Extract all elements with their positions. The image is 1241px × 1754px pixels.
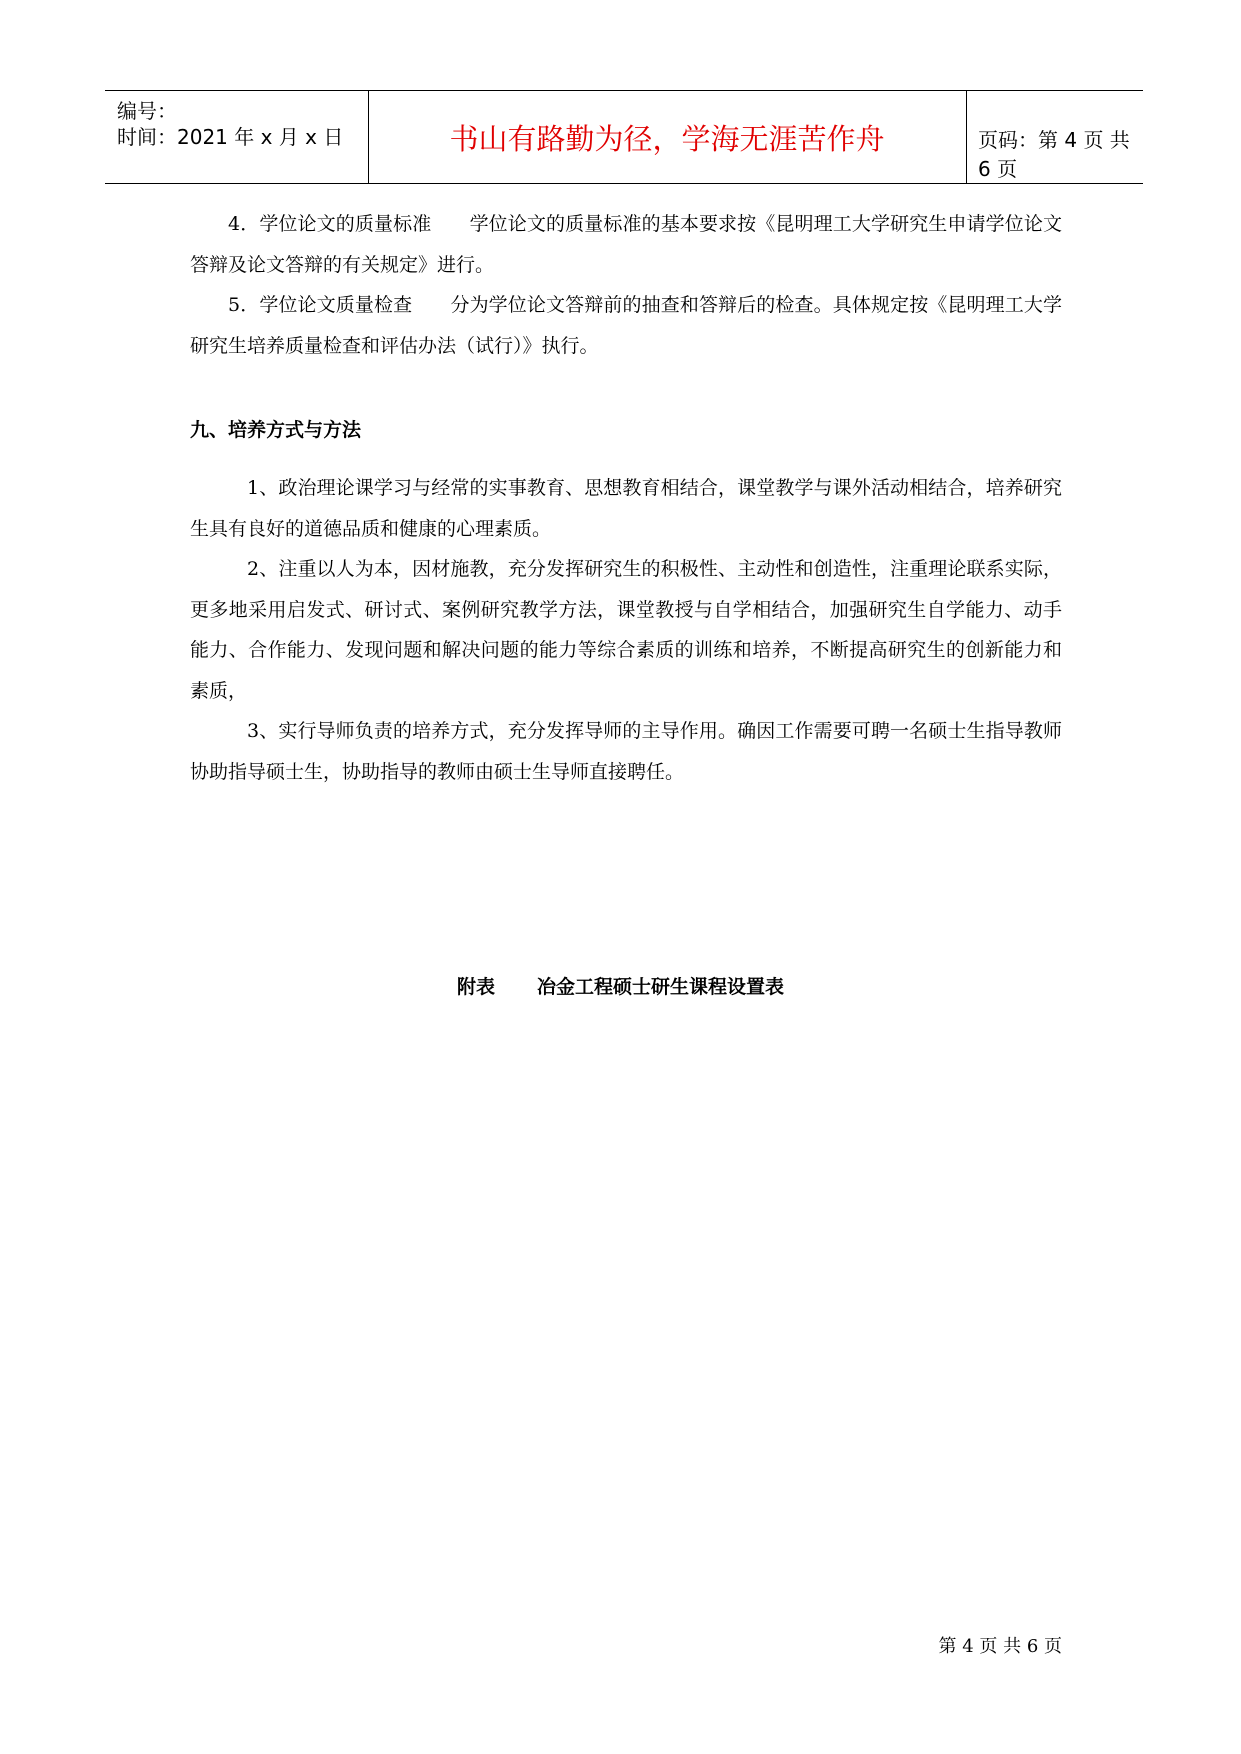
training-methods-section bbox=[190, 468, 1062, 792]
header-page-info: 页码：第 4 页 共 6 页 bbox=[978, 128, 1130, 181]
page-footer: 第 4 页 共 6 页 bbox=[938, 1636, 1062, 1657]
section-9-title: 九、培养方式与方法 bbox=[190, 419, 362, 441]
method-paragraph-2: 2、注重以人为本，因材施教，充分发挥研究生的积极性、主动性和创造性，注重理论联系实际，更多地采用启发式、研讨式、案例研究教学方法，课堂教授与自学相结合，加强研究生自学能力、动手能力、合作能力、发现问题和解决问题的能力等综合素质的训练和培养，不断提高研究生的创新能力和素质， bbox=[190, 558, 1062, 702]
item-5-paragraph: 5．学位论文质量检查 分为学位论文答辩前的抽查和答辩后的检查。具体规定按《昆明理工大学研究生培养质量检查和评估办法（试行）》执行。 bbox=[190, 294, 1062, 357]
header-motto: 书山有路勤为径，学海无涯苦作舟 bbox=[449, 122, 885, 156]
quality-section bbox=[190, 204, 1062, 366]
header-motto-cell bbox=[368, 91, 967, 183]
appendix-heading bbox=[0, 972, 1241, 999]
header-meta-cell bbox=[105, 91, 369, 183]
document-time-label: 时间：2021 年 x 月 x 日 bbox=[117, 125, 344, 149]
header-page-cell bbox=[966, 91, 1143, 183]
method-paragraph-1: 1、政治理论课学习与经常的实事教育、思想教育相结合，课堂教学与课外活动相结合，培养研究生具有良好的道德品质和健康的心理素质。 bbox=[190, 477, 1062, 540]
page-header bbox=[105, 90, 1143, 184]
item-4-paragraph: 4．学位论文的质量标准 学位论文的质量标准的基本要求按《昆明理工大学研究生申请学位论文答辩及论文答辩的有关规定》进行。 bbox=[190, 213, 1062, 276]
appendix-label: 附表 bbox=[456, 976, 495, 998]
appendix-title: 冶金工程硕士研生课程设置表 bbox=[537, 976, 785, 998]
document-number-label: 编号： bbox=[117, 99, 177, 123]
method-paragraph-3: 3、实行导师负责的培养方式，充分发挥导师的主导作用。确因工作需要可聘一名硕士生指导教师协助指导硕士生，协助指导的教师由硕士生导师直接聘任。 bbox=[190, 720, 1062, 783]
